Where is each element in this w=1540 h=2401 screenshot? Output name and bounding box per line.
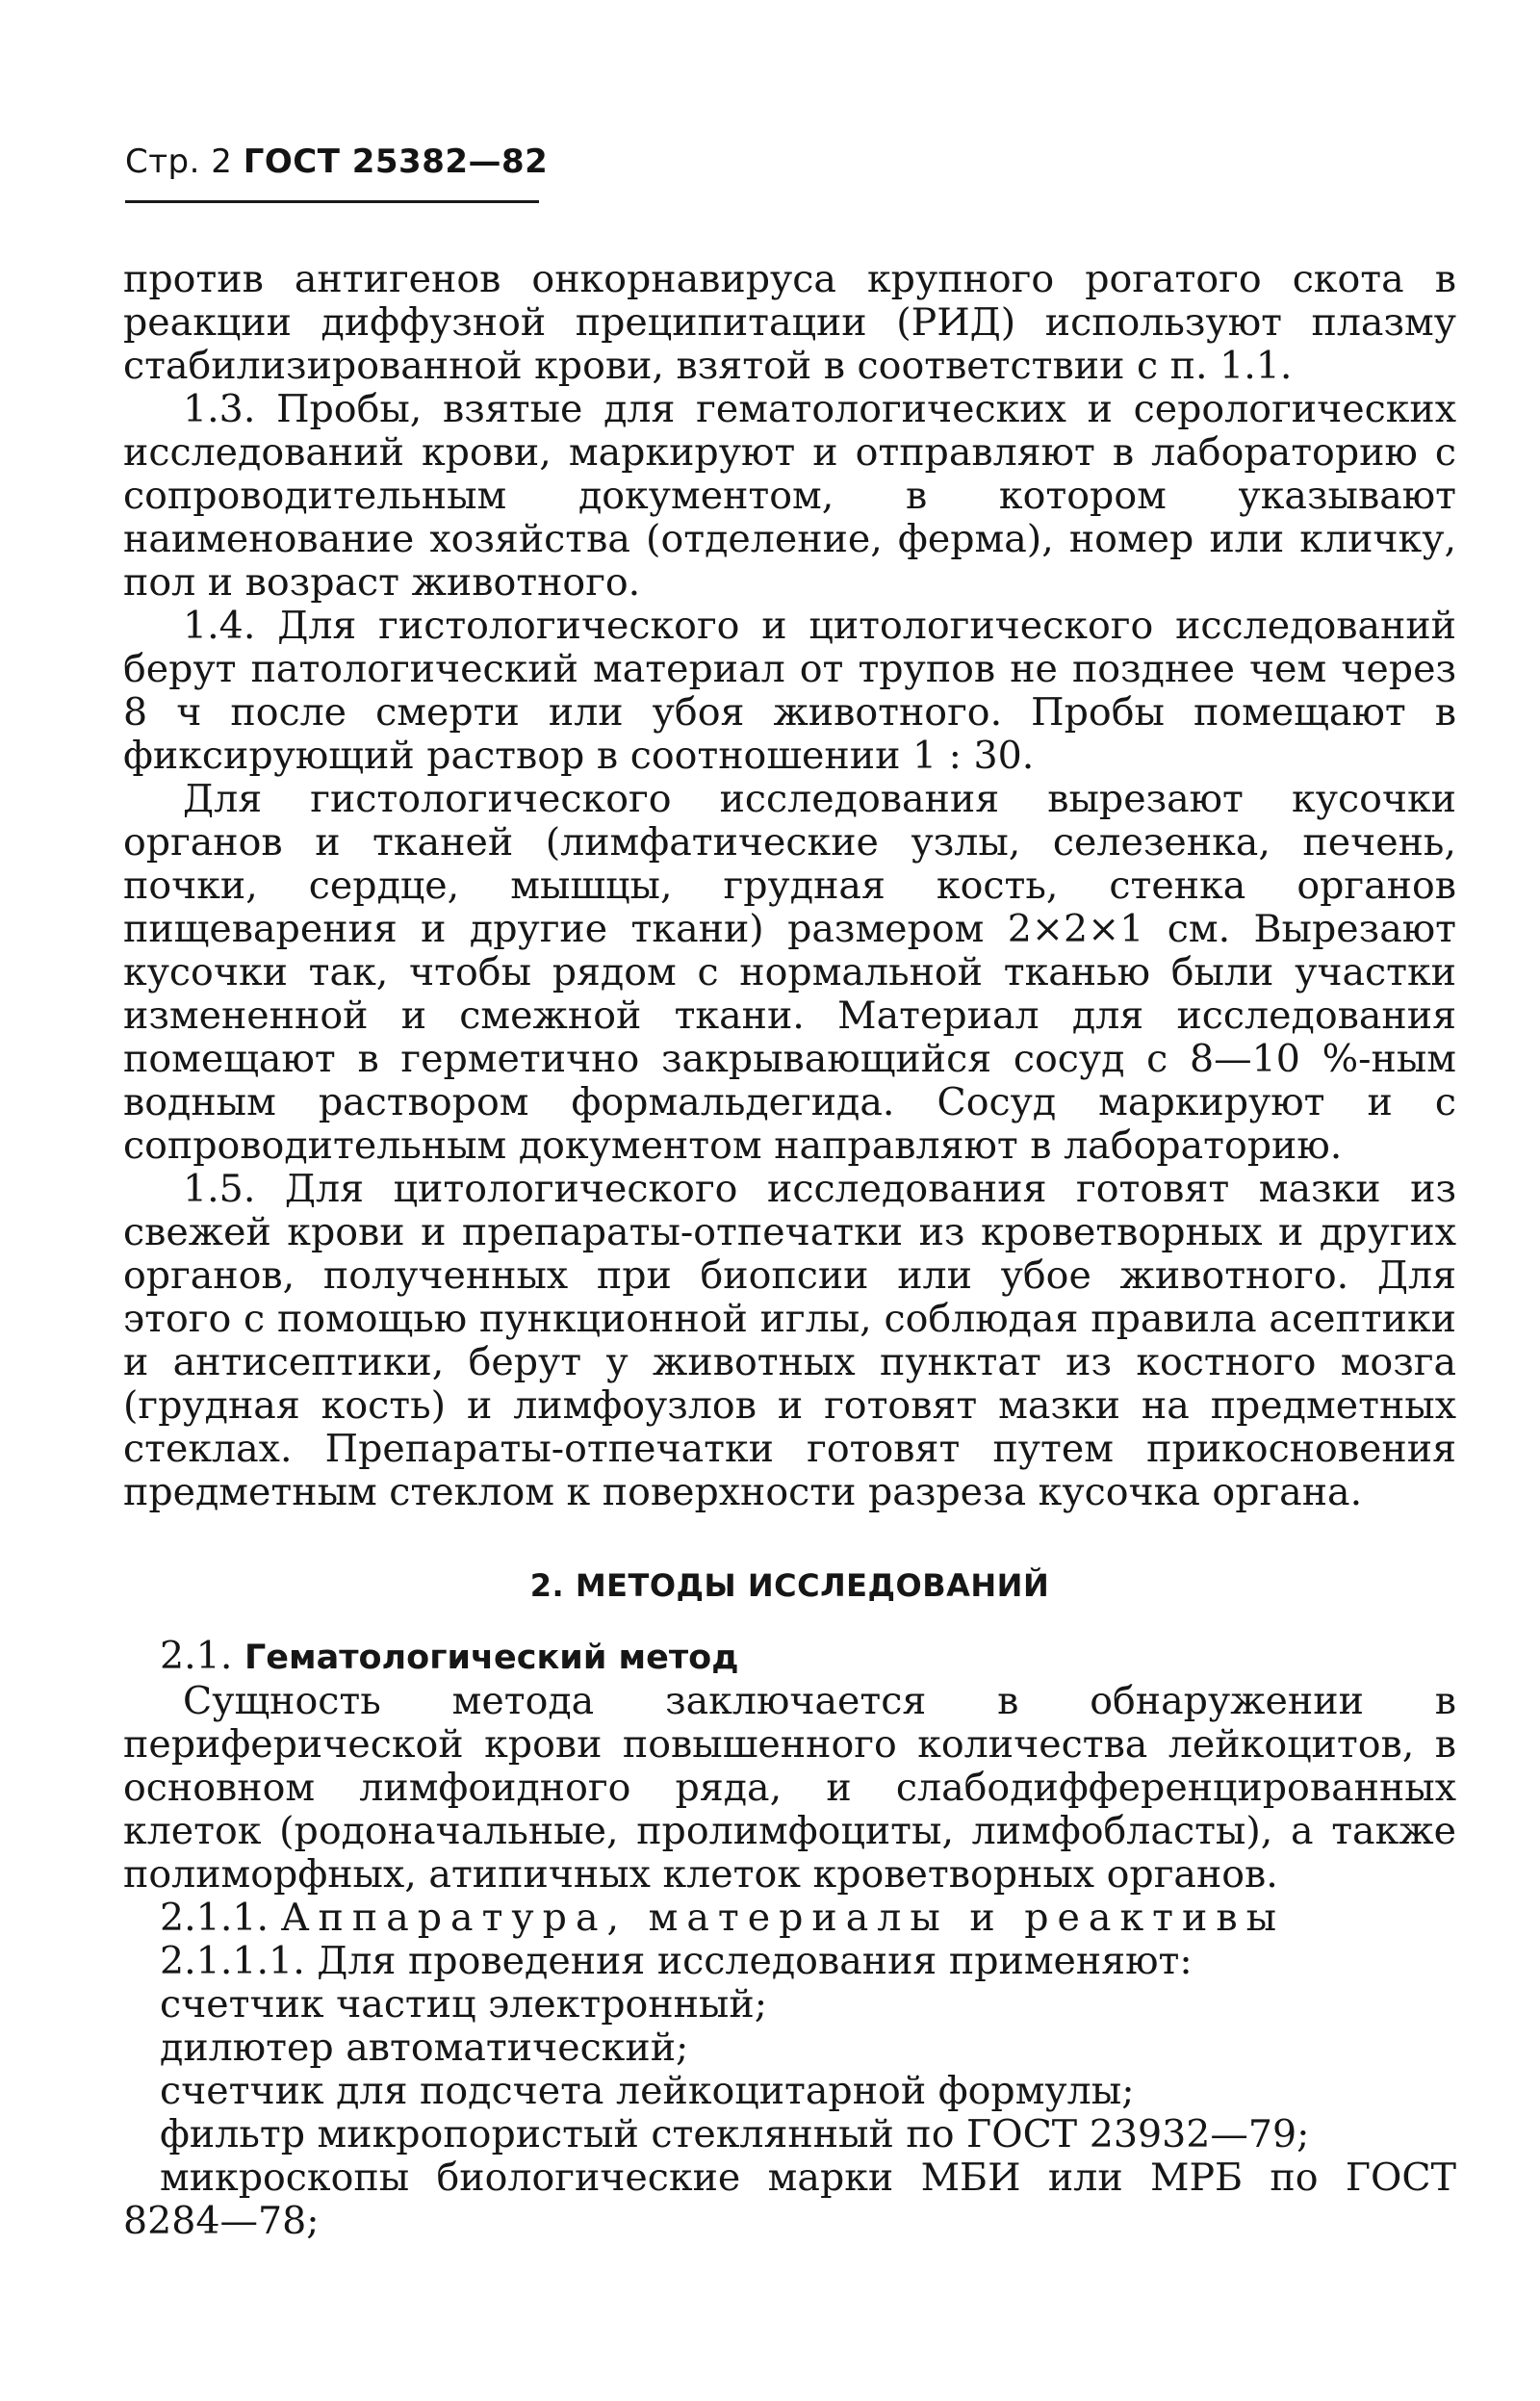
section-title: 2. МЕТОДЫ ИССЛЕДОВАНИЙ [529, 1567, 1050, 1604]
list-item: дилютер автоматический; [160, 2026, 689, 2070]
page-number-label: Стр. 2 [125, 142, 233, 181]
list-item: фильтр микропористый стеклянный по ГОСТ 23932—79; [160, 2112, 1310, 2156]
paragraph-1-4: 1.4. Для гистологического и цитологического исследований берут патологический материал от трупов не позднее чем через 8 ч после смерти или убоя животного. Пробы помещают в фиксирующий раствор в соотношении 1 : 30. [123, 604, 1456, 778]
standard-number: ГОСТ 25382—82 [243, 142, 549, 181]
subsection-2-1-heading [123, 1635, 1456, 1680]
running-header [125, 142, 548, 181]
subsection-2-1-number: 2.1. [160, 1634, 233, 1678]
list-item: счетчик для подсчета лейкоцитарной формулы; [160, 2069, 1135, 2113]
list-item: счетчик частиц электронный; [160, 1982, 767, 2027]
subsection-2-1-1-1: 2.1.1.1. Для проведения исследования применяют: [160, 1939, 1193, 1983]
paragraph-continued: против антигенов онкорнавируса крупного рогатого скота в реакции диффузной преципитации (РИД) используют плазму стабилизированной крови, взятой в соответствии с п. 1.1. [123, 257, 1456, 388]
header-rule [125, 200, 539, 203]
document-body [123, 258, 1456, 2243]
list-item: микроскопы биологические марки МБИ или МРБ по ГОСТ 8284—78; [123, 2156, 1456, 2243]
subsection-2-1-1-number: 2.1.1. [160, 1896, 270, 1940]
subsection-2-1-1-title: Аппаратура, материалы и реактивы [280, 1896, 1286, 1940]
subsection-2-1-title: Гематологический метод [244, 1639, 739, 1677]
paragraph-histology: Для гистологического исследования вырезают кусочки органов и тканей (лимфатические узлы, селезенка, печень, почки, сердце, мышцы, грудная кость, стенка органов пищеварения и другие ткани) размером 2×2×1 см. Вырезают кусочки так, чтобы рядом с нормальной тканью были участки измененной и смежной ткани. Материал для исследования помещают в герметично закрывающийся сосуд с 8—10 %-ным водным раствором формальдегида. Сосуд маркируют и с сопроводительным документом направляют в лабораторию. [123, 777, 1456, 1168]
paragraph-1-5: 1.5. Для цитологического исследования готовят мазки из свежей крови и препараты-отпечатки из кроветворных и других органов, полученных при биопсии или убое животного. Для этого с помощью пункционной иглы, соблюдая правила асептики и антисептики, берут у животных пунктат из костного мозга (грудная кость) и лимфоузлов и готовят мазки на предметных стеклах. Препараты-отпечатки готовят путем прикосновения предметным стеклом к поверхности разреза кусочка органа. [123, 1167, 1456, 1514]
subsection-2-1-1-heading [123, 1897, 1456, 1940]
paragraph-1-3: 1.3. Пробы, взятые для гематологических и серологических исследований крови, маркируют и отправляют в лабораторию с сопроводительным документом, в котором указывают наименование хозяйства (отделение, ферма), номер или кличку, пол и возраст животного. [123, 387, 1456, 605]
method-essence-paragraph: Сущность метода заключается в обнаружении в периферической крови повышенного количества лейкоцитов, в основном лимфоидного ряда, и слабодифференцированных клеток (родоначальные, пролимфоциты, лимфобласты), а также полиморфных, атипичных клеток кроветворных органов. [123, 1679, 1456, 1897]
